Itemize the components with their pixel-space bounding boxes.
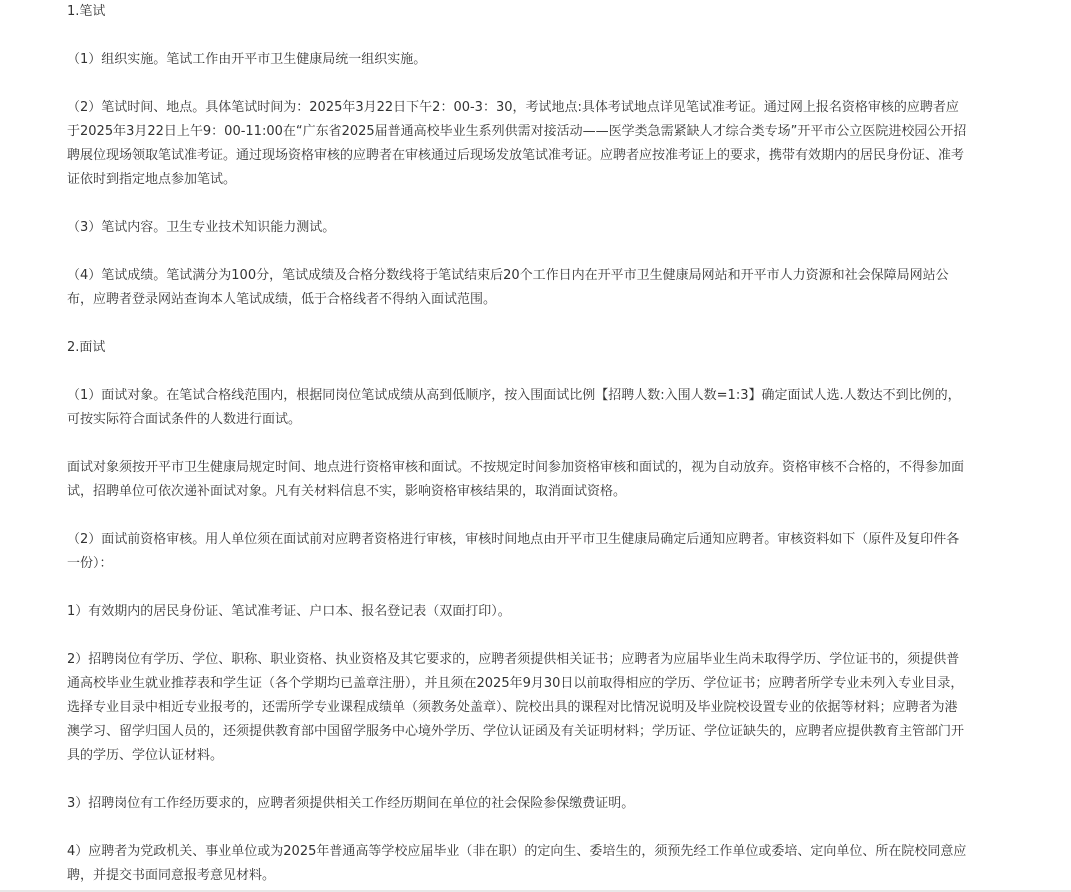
list-item-documents-4: 4）应聘者为党政机关、事业单位或为2025年普通高等学校应届毕业（非在职）的定向生、委培生的，须预先经工作单位或委培、定向单位、所在院校同意应聘，并提交书面同意报考意见材料。 [67, 844, 967, 883]
list-item-documents-2: 2）招聘岗位有学历、学位、职称、职业资格、执业资格及其它要求的，应聘者须提供相关证书；应聘者为应届毕业生尚未取得学历、学位证书的，须提供普通高校毕业生就业推荐表和学生证（各个学期均已盖章注册），并且须在2025年9月30日以前取得相应的学历、学位证书；应聘者所学专业未列入专业目录，选择专业目录中相近专业报考的，还需所学专业课程成绩单（须教务处盖章）、院校出具的课程对比情况说明及毕业院校设置专业的依据等材料；应聘者为港澳学习、留学归国人员的，还须提供教育部中国留学服务中心境外学历、学位认证函及有关证明材料；学历证、学位证缺失的，应聘者应提供教育主管部门开具的学历、学位认证材料。 [67, 652, 965, 763]
paragraph-exam-score: （4）笔试成绩。笔试满分为100分，笔试成绩及合格分数线将于笔试结束后20个工作日内在开平市卫生健康局网站和开平市人力资源和社会保障局网站公布，应聘者登录网站查询本人笔试成绩，低于合格线者不得纳入面试范围。 [67, 268, 949, 307]
paragraph-qualification-review: （2）面试前资格审核。用人单位须在面试前对应聘者资格进行审核，审核时间地点由开平市卫生健康局确定后通知应聘者。审核资料如下（原件及复印件各一份）： [67, 532, 960, 571]
paragraph-interview-candidates: （1）面试对象。在笔试合格线范围内，根据同岗位笔试成绩从高到低顺序，按入围面试比例【招聘人数:入围人数=1:3】确定面试人选.人数达不到比例的，可按实际符合面试条件的人数进行面试。 [67, 388, 961, 427]
article-body [67, 0, 967, 888]
list-item-documents-3: 3）招聘岗位有工作经历要求的，应聘者须提供相关工作经历期间在单位的社会保险参保缴费证明。 [67, 796, 635, 811]
section-heading-interview: 2.面试 [67, 340, 106, 355]
paragraph-exam-time-location: （2）笔试时间、地点。具体笔试时间为：2025年3月22日下午2：00-3：30，考试地点:具体考试地点详见笔试准考证。通过网上报名资格审核的应聘者应于2025年3月22日上午9：00-11:00在“广东省2025届普通高校毕业生系列供需对接活动——医学类急需紧缺人才综合类专场”开平市公立医院进校园公开招聘展位现场领取笔试准考证。通过现场资格审核的应聘者在审核通过后现场发放笔试准考证。应聘者应按准考证上的要求，携带有效期内的居民身份证、准考证依时到指定地点参加笔试。 [67, 100, 967, 187]
list-item-documents-1: 1）有效期内的居民身份证、笔试准考证、户口本、报名登记表（双面打印）。 [67, 604, 511, 619]
paragraph-interview-rules: 面试对象须按开平市卫生健康局规定时间、地点进行资格审核和面试。不按规定时间参加资格审核和面试的，视为自动放弃。资格审核不合格的，不得参加面试，招聘单位可依次递补面试对象。凡有关材料信息不实，影响资格审核结果的，取消面试资格。 [67, 460, 965, 499]
paragraph-exam-content: （3）笔试内容。卫生专业技术知识能力测试。 [67, 220, 336, 235]
section-heading-written-exam: 1.笔试 [67, 4, 106, 19]
paragraph-organization: （1）组织实施。笔试工作由开平市卫生健康局统一组织实施。 [67, 52, 427, 67]
